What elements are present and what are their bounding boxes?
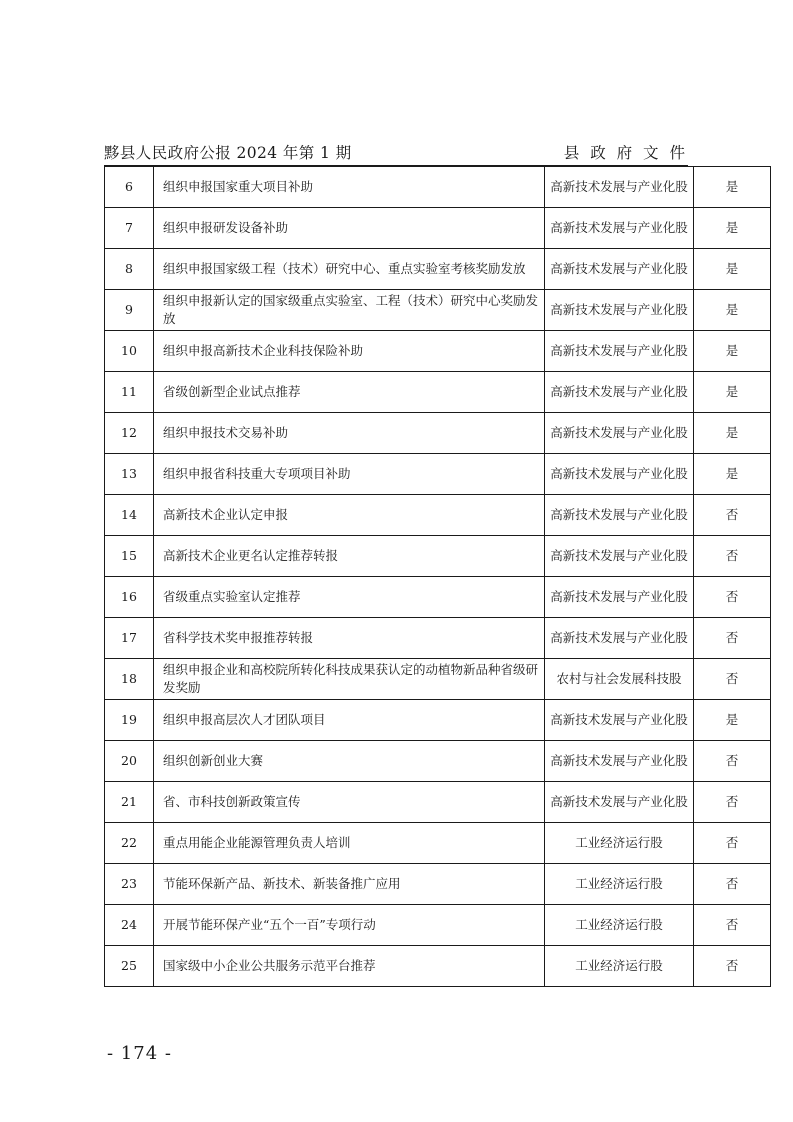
bulletin-title: 黟县人民政府公报 2024 年第 1 期 (104, 144, 352, 162)
item-name-cell: 国家级中小企业公共服务示范平台推荐 (154, 946, 545, 987)
section-title: 县 政 府 文 件 (563, 144, 688, 162)
flag-cell: 是 (694, 454, 771, 495)
item-name-cell: 组织申报研发设备补助 (154, 208, 545, 249)
table-row (105, 413, 771, 454)
flag-cell: 否 (694, 782, 771, 823)
row-number-cell: 7 (105, 208, 154, 249)
table-row (105, 659, 771, 700)
row-number-cell: 24 (105, 905, 154, 946)
department-cell: 高新技术发展与产业化股 (545, 208, 694, 249)
row-number-cell: 12 (105, 413, 154, 454)
table-row (105, 700, 771, 741)
row-number-cell: 16 (105, 577, 154, 618)
department-cell: 高新技术发展与产业化股 (545, 495, 694, 536)
item-name-cell: 组织申报高层次人才团队项目 (154, 700, 545, 741)
flag-cell: 是 (694, 372, 771, 413)
item-name-cell: 省级创新型企业试点推荐 (154, 372, 545, 413)
flag-cell: 否 (694, 618, 771, 659)
table-row (105, 167, 771, 208)
page-number: - 174 - (107, 1043, 172, 1064)
item-name-cell: 组织申报企业和高校院所转化科技成果获认定的动植物新品种省级研发奖励 (154, 659, 545, 700)
table-row (105, 536, 771, 577)
flag-cell: 否 (694, 659, 771, 700)
page-header (104, 138, 688, 166)
item-name-cell: 组织申报国家级工程（技术）研究中心、重点实验室考核奖励发放 (154, 249, 545, 290)
department-cell: 高新技术发展与产业化股 (545, 700, 694, 741)
row-number-cell: 6 (105, 167, 154, 208)
table-row (105, 495, 771, 536)
row-number-cell: 11 (105, 372, 154, 413)
row-number-cell: 17 (105, 618, 154, 659)
department-cell: 高新技术发展与产业化股 (545, 249, 694, 290)
department-cell: 工业经济运行股 (545, 946, 694, 987)
department-cell: 工业经济运行股 (545, 905, 694, 946)
department-cell: 高新技术发展与产业化股 (545, 454, 694, 495)
department-cell: 高新技术发展与产业化股 (545, 536, 694, 577)
department-cell: 农村与社会发展科技股 (545, 659, 694, 700)
table-row (105, 905, 771, 946)
item-name-cell: 高新技术企业更名认定推荐转报 (154, 536, 545, 577)
table-row (105, 823, 771, 864)
table-row (105, 741, 771, 782)
row-number-cell: 19 (105, 700, 154, 741)
table-row (105, 372, 771, 413)
flag-cell: 否 (694, 577, 771, 618)
flag-cell: 否 (694, 905, 771, 946)
department-cell: 高新技术发展与产业化股 (545, 331, 694, 372)
row-number-cell: 9 (105, 290, 154, 331)
item-name-cell: 组织申报技术交易补助 (154, 413, 545, 454)
flag-cell: 否 (694, 823, 771, 864)
table-row (105, 454, 771, 495)
flag-cell: 否 (694, 864, 771, 905)
table-row (105, 946, 771, 987)
department-cell: 高新技术发展与产业化股 (545, 782, 694, 823)
flag-cell: 否 (694, 536, 771, 577)
item-name-cell: 节能环保新产品、新技术、新装备推广应用 (154, 864, 545, 905)
table-row (105, 331, 771, 372)
table-row (105, 618, 771, 659)
table-row (105, 577, 771, 618)
department-cell: 高新技术发展与产业化股 (545, 577, 694, 618)
department-cell: 高新技术发展与产业化股 (545, 741, 694, 782)
department-cell: 高新技术发展与产业化股 (545, 372, 694, 413)
row-number-cell: 25 (105, 946, 154, 987)
item-name-cell: 组织申报新认定的国家级重点实验室、工程（技术）研究中心奖励发放 (154, 290, 545, 331)
flag-cell: 是 (694, 167, 771, 208)
row-number-cell: 13 (105, 454, 154, 495)
flag-cell: 是 (694, 700, 771, 741)
item-name-cell: 重点用能企业能源管理负责人培训 (154, 823, 545, 864)
flag-cell: 否 (694, 946, 771, 987)
row-number-cell: 22 (105, 823, 154, 864)
row-number-cell: 21 (105, 782, 154, 823)
item-name-cell: 省级重点实验室认定推荐 (154, 577, 545, 618)
department-cell: 工业经济运行股 (545, 823, 694, 864)
row-number-cell: 8 (105, 249, 154, 290)
table-row (105, 782, 771, 823)
row-number-cell: 15 (105, 536, 154, 577)
row-number-cell: 10 (105, 331, 154, 372)
item-name-cell: 组织申报国家重大项目补助 (154, 167, 545, 208)
flag-cell: 是 (694, 249, 771, 290)
item-name-cell: 省科学技术奖申报推荐转报 (154, 618, 545, 659)
flag-cell: 是 (694, 413, 771, 454)
table-row (105, 249, 771, 290)
row-number-cell: 20 (105, 741, 154, 782)
department-cell: 高新技术发展与产业化股 (545, 618, 694, 659)
flag-cell: 否 (694, 741, 771, 782)
department-cell: 高新技术发展与产业化股 (545, 290, 694, 331)
row-number-cell: 18 (105, 659, 154, 700)
item-name-cell: 高新技术企业认定申报 (154, 495, 545, 536)
department-cell: 高新技术发展与产业化股 (545, 167, 694, 208)
flag-cell: 是 (694, 331, 771, 372)
item-name-cell: 组织创新创业大赛 (154, 741, 545, 782)
table-row (105, 208, 771, 249)
flag-cell: 是 (694, 290, 771, 331)
table-row (105, 864, 771, 905)
service-list-table (104, 166, 771, 987)
department-cell: 工业经济运行股 (545, 864, 694, 905)
row-number-cell: 23 (105, 864, 154, 905)
item-name-cell: 组织申报省科技重大专项项目补助 (154, 454, 545, 495)
item-name-cell: 省、市科技创新政策宣传 (154, 782, 545, 823)
department-cell: 高新技术发展与产业化股 (545, 413, 694, 454)
table-row (105, 290, 771, 331)
flag-cell: 否 (694, 495, 771, 536)
item-name-cell: 组织申报高新技术企业科技保险补助 (154, 331, 545, 372)
row-number-cell: 14 (105, 495, 154, 536)
flag-cell: 是 (694, 208, 771, 249)
item-name-cell: 开展节能环保产业“五个一百”专项行动 (154, 905, 545, 946)
